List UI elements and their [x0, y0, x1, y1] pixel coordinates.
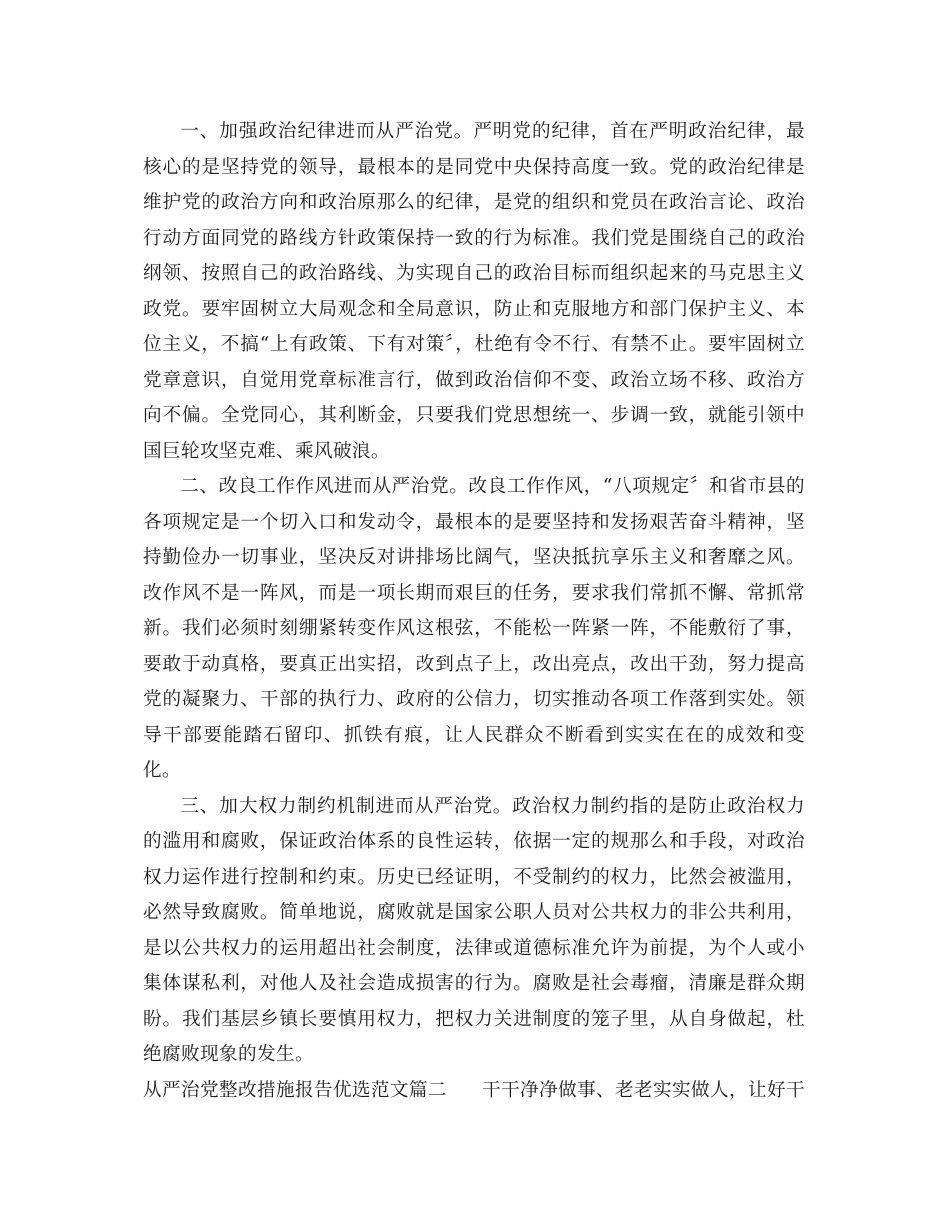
paragraph-political-discipline: 一、加强政治纪律进而从严治党。严明党的纪律，首在严明政治纪律，最核心的是坚持党的领导，最根本的是同党中央保持高度一致。党的政治纪律是维护党的政治方向和政治原那么的纪律，是党的组织和党员在政治言论、政治行动方面同党的路线方针政策保持一致的行为标准。我们党是围绕自己的政治纲领、按照自己的政治路线、为实现自己的政治目标而组织起来的马克思主义政党。要牢固树立大局观念和全局意识，防止和克服地方和部门保护主义、本位主义，不搞“上有政策、下有对策〞，杜绝有令不行、有禁不止。要牢固树立党章意识，自觉用党章标准言行，做到政治信仰不变、政治立场不移、政治方向不偏。全党同心，其利断金，只要我们党思想统一、步调一致，就能引领中国巨轮攻坚克难、乘风破浪。: [143, 121, 805, 462]
document-body: [143, 114, 805, 1108]
section-heading-line: [143, 1073, 805, 1109]
section-continuation-text: 干干净净做事、老老实实做人，让好干: [482, 1079, 805, 1101]
paragraph-work-style: 二、改良工作作风进而从严治党。改良工作作风，“八项规定〞和省市县的各项规定是一个切入口和发动令，最根本的是要坚持和发扬艰苦奋斗精神，坚持勤俭办一切事业，坚决反对讲排场比阔气，坚决抵抗享乐主义和奢靡之风。改作风不是一阵风，而是一项长期而艰巨的任务，要求我们常抓不懈、常抓常新。我们必须时刻绷紧转变作风这根弦，不能松一阵紧一阵，不能敷衍了事，要敢于动真格，要真正出实招，改到点子上，改出亮点，改出干劲，努力提高党的凝聚力、干部的执行力、政府的公信力，切实推动各项工作落到实处。领导干部要能踏石留印、抓铁有痕，让人民群众不断看到实实在在的成效和变化。: [143, 476, 805, 781]
section-title: 从严治党整改措施报告优选范文篇二: [143, 1079, 447, 1101]
paragraph-power-restriction: 三、加大权力制约机制进而从严治党。政治权力制约指的是防止政治权力的滥用和腐败，保证政治体系的良性运转，依据一定的规那么和手段，对政治权力运作进行控制和约束。历史已经证明，不受制约的权力，比然会被滥用，必然导致腐败。简单地说，腐败就是国家公职人员对公共权力的非公共利用，是以公共权力的运用超出社会制度，法律或道德标准允许为前提，为个人或小集体谋私利，对他人及社会造成损害的行为。腐败是社会毒瘤，清廉是群众期盼。我们基层乡镇长要慎用权力，把权力关进制度的笼子里，从自身做起，杜绝腐败现象的发生。: [143, 795, 805, 1065]
